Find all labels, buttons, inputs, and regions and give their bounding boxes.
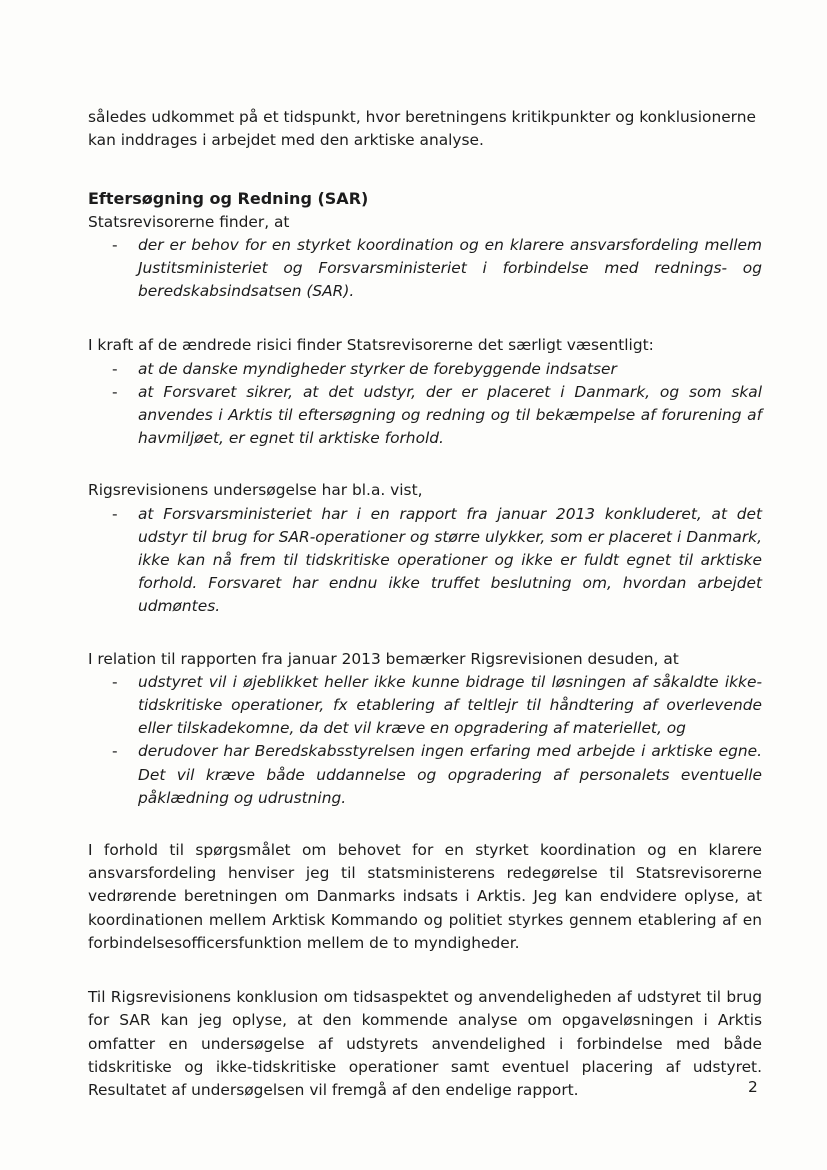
- list-item: - at Forsvarsministeriet har i en rapport fra januar 2013 konkluderet, at det udstyr til brug for SAR-operationer og større ulykker, som er placeret i Danmark, ikke kan nå frem til tidskritiske operationer og ikke er fuldt egnet til arktiske forhold. Forsvaret har endnu ikke truffet beslutning om, hvordan arbejdet udmøntes.: [138, 503, 762, 619]
- block3-list: [88, 503, 762, 619]
- block4-lead: I relation til rapporten fra januar 2013 bemærker Rigsrevisionen desuden, at: [88, 649, 679, 668]
- intro-paragraph: således udkommet på et tidspunkt, hvor beretningens kritikpunkter og konklusionerne kan inddrages i arbejdet med den arktiske analyse.: [88, 108, 756, 150]
- section-heading: Eftersøgning og Redning (SAR): [88, 189, 369, 209]
- list-item: - at de danske myndigheder styrker de forebyggende indsatser: [138, 358, 762, 381]
- block1-list: [88, 234, 762, 304]
- block2-lead: I kraft af de ændrede risici finder Statsrevisorerne det særligt væsentligt:: [88, 336, 654, 355]
- document-body: [88, 106, 762, 1102]
- paragraph-conclusion: Til Rigsrevisionens konklusion om tidsaspektet og anvendeligheden af udstyret til brug for SAR kan jeg oplyse, at den kommende analyse om opgaveløsningen i Arktis omfatter en undersøgelse af udstyrets anvendelighed i forbindelse med både tidskritiske og ikke-tidskritiske operationer samt eventuel placering af udstyret. Resultatet af undersøgelsen vil fremgå af den endelige rapport.: [88, 988, 762, 1099]
- list-item: - udstyret vil i øjeblikket heller ikke kunne bidrage til løsningen af såkaldte ikke-tidskritiske operationer, fx etablering af teltlejr til håndtering af overlevende eller tilskadekomne, da det vil kræve en opgradering af materiellet, og: [138, 671, 762, 741]
- block3-lead: Rigsrevisionens undersøgelse har bl.a. vist,: [88, 481, 423, 500]
- block1-lead: Statsrevisorerne finder, at: [88, 212, 290, 231]
- list-item: - derudover har Beredskabsstyrelsen ingen erfaring med arbejde i arktiske egne. Det vil kræve både uddannelse og opgradering af personalets eventuelle påklædning og udrustning.: [138, 740, 762, 810]
- block4-list: [88, 671, 762, 810]
- list-item: - der er behov for en styrket koordination og en klarere ansvarsfordeling mellem Justitsministeriet og Forsvarsministeriet i forbindelse med rednings- og beredskabsindsatsen (SAR).: [138, 234, 762, 304]
- list-item: - at Forsvaret sikrer, at det udstyr, der er placeret i Danmark, og som skal anvendes i Arktis til eftersøgning og redning og til bekæmpelse af forurening af havmiljøet, er egnet til arktiske forhold.: [138, 381, 762, 451]
- block2-list: [88, 358, 762, 451]
- page-number: 2: [748, 1078, 758, 1096]
- paragraph-coordination: I forhold til spørgsmålet om behovet for en styrket koordination og en klarere ansvarsfordeling henviser jeg til statsministerens redegørelse til Statsrevisorerne vedrørende beretningen om Danmarks indsats i Arktis. Jeg kan endvidere oplyse, at koordinationen mellem Arktisk Kommando og politiet styrkes gennem etablering af en forbindelsesofficersfunktion mellem de to myndigheder.: [88, 841, 762, 952]
